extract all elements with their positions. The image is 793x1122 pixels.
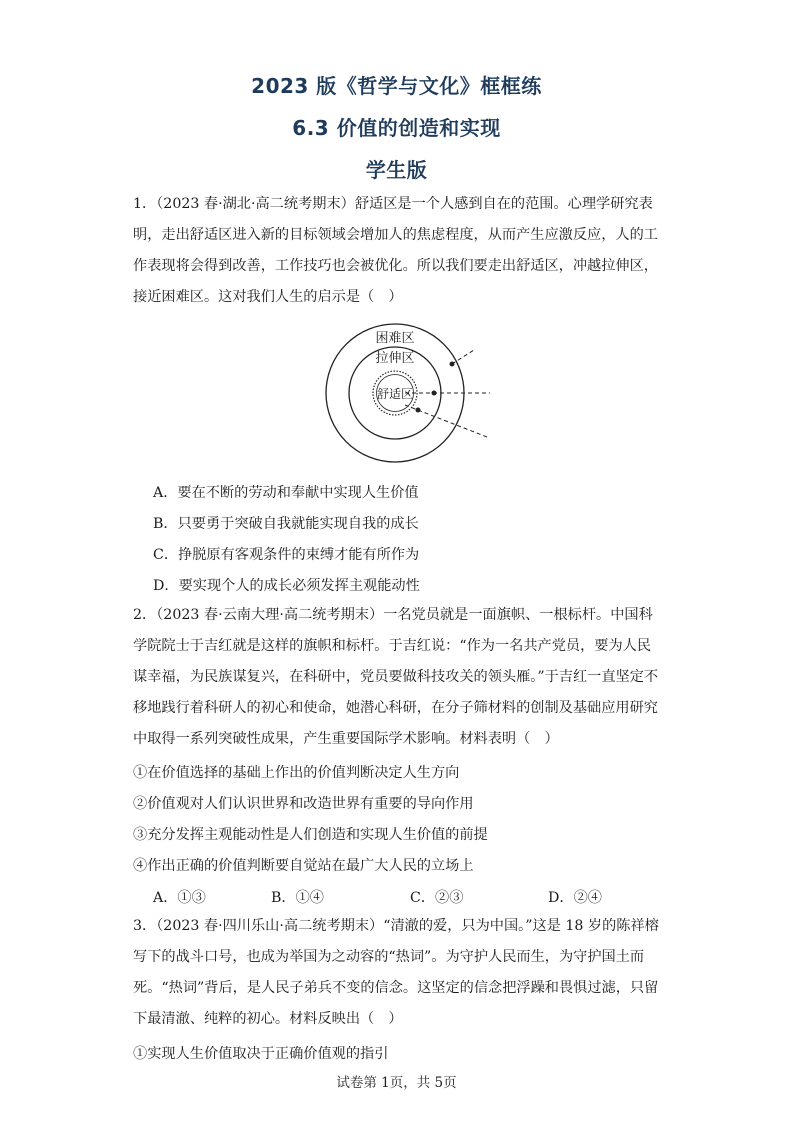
question-1-text: 1．（2023 春·湖北·高二统考期末）舒适区是一个人感到自在的范围。心理学研究表明，走出舒适区进入新的目标领域会增加人的焦虑程度，从而产生应激反应，人的工作表现将会得到改善，工作技巧也会被优化。所以我们要走出舒适区，冲越拉伸区，接近困难区。这对我们人生的启示是（ ） (133, 196, 658, 305)
arrow-dot-middle (432, 391, 437, 396)
arrow-dot-lower (416, 408, 421, 413)
document-edition: 学生版 (365, 158, 428, 182)
q2-statement-4: ④作出正确的价值判断要自觉站在最广大人民的立场上 (133, 858, 474, 874)
q2-statement-1: ①在价值选择的基础上作出的价值判断决定人生方向 (133, 765, 460, 781)
q1-option-d: D．要实现个人的成长必须发挥主观能动性 (153, 578, 420, 594)
q3-statement-1: ①实现人生价值取决于正确价值观的指引 (133, 1046, 389, 1062)
q2-option-a: A．①③ (153, 890, 206, 906)
page-footer: 试卷第 1页，共 5页 (336, 1075, 457, 1091)
q2-option-d: D．②④ (548, 890, 602, 906)
q2-statement-3: ③充分发挥主观能动性是人们创造和实现人生价值的前提 (133, 827, 488, 843)
document-title: 2023 版《哲学与文化》框框练 (251, 74, 542, 98)
q1-option-c: C．挣脱原有客观条件的束缚才能有所作为 (153, 547, 420, 563)
question-3-text: 3．（2023 春·四川乐山·高二统考期末）“清澈的爱，只为中国。”这是 18 岁的陈祥榕写下的战斗口号，也成为举国为之动容的“热词”。为守护人民而生，为守护国土而死。“热词”背后，是人民子弟兵不变的信念。这坚定的信念把浮躁和畏惧过滤，只留下最清澈、纯粹的初心。材料反映出（ ） (133, 918, 659, 1027)
arrow-line-upper (452, 350, 474, 364)
q2-option-b: B．①④ (271, 890, 324, 906)
q2-option-c: C．②③ (410, 890, 464, 906)
q1-option-b: B．只要勇于突破自我就能实现自我的成长 (153, 516, 419, 532)
question-2-text: 2．（2023 春·云南大理·高二统考期末）一名党员就是一面旗帜、一根标杆。中国科学院院士于吉红就是这样的旗帜和标杆。于吉红说：“作为一名共产党员，要为人民谋幸福，为民族谋复兴，在科研中，党员要做科技攻关的领头雁。”于吉红一直坚定不移地践行着科研人的初心和使命，她潜心科研，在分子筛材料的创制及基础应用研究中取得一系列突破性成果，产生重要国际学术影响。材料表明（ ） (133, 607, 659, 747)
arrow-dot-upper (450, 362, 455, 367)
document-subtitle: 6.3 价值的创造和实现 (292, 116, 501, 140)
outer-zone-label: 困难区 (375, 331, 415, 346)
q1-option-a: A．要在不断的劳动和奉献中实现人生价值 (153, 485, 419, 501)
comfort-zone-diagram (322, 322, 492, 464)
inner-zone-label: 舒适区 (376, 387, 414, 401)
q2-statement-2: ②价值观对人们认识世界和改造世界有重要的导向作用 (133, 796, 474, 812)
middle-zone-label: 拉伸区 (375, 351, 415, 366)
